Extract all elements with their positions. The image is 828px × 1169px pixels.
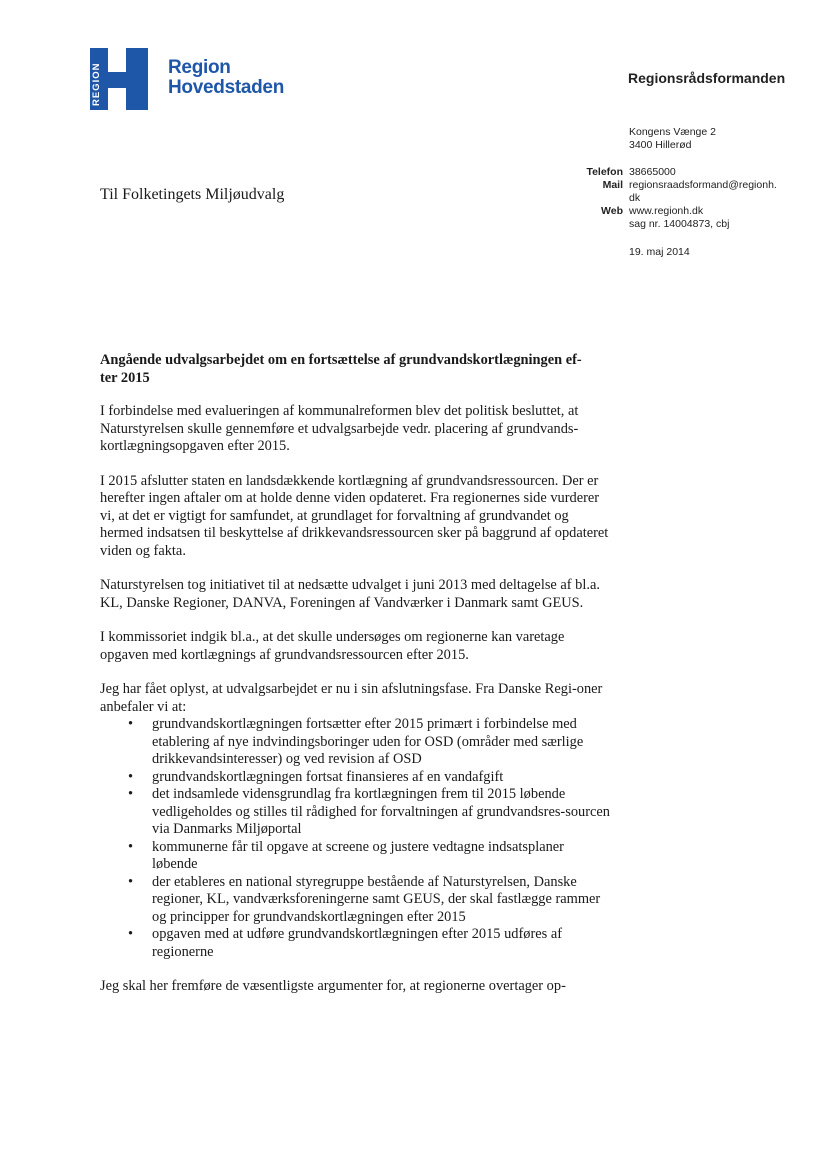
email-address-line2[interactable]: dk xyxy=(629,192,641,204)
address-city: 3400 Hillerød xyxy=(629,139,692,151)
paragraph-1: I forbindelse med evalueringen af kommunalreformen blev det politisk besluttet, at Naturstyrelsen skulle gennemføre et udvalgsarbejde vedr. placering af grundvands-kortlægningsopgaven efter 2015. xyxy=(100,403,579,454)
list-item-text: kommunerne får til opgave at screene og justere vedtagne indsatsplaner løbende xyxy=(152,838,564,872)
bullet-icon: • xyxy=(128,786,134,802)
list-item-text: grundvandskortlægningen fortsætter efter 2015 primært i forbindelse med etablering af nye indvindingsboringer uden for OSD (områder med særlige drikkevandsinteresser) og ved revision af OSD xyxy=(152,716,584,767)
region-hovedstaden-logo xyxy=(90,48,290,112)
contact-value xyxy=(629,205,789,231)
list-item-text: grundvandskortlægningen fortsat finansieres af en vandafgift xyxy=(152,768,504,785)
contact-row-web xyxy=(560,205,789,231)
list-item-text: der etableres en national styregruppe bestående af Naturstyrelsen, Danske regioner, KL, vandværksforeningerne samt GEUS, der skal fastlægge rammer og principper for grundvandskortlægningen efter 2015 xyxy=(152,873,601,925)
bullet-icon: • xyxy=(128,716,134,732)
phone-number: 38665000 xyxy=(629,166,676,178)
list-item-text: det indsamlede vidensgrundlag fra kortlægningen frem til 2015 løbende vedligeholdes og stilles til rådighed for forvaltningen af grundvandsres-sourcen via Danmarks Miljøportal xyxy=(152,786,610,837)
paragraph-4: I kommissoriet indgik bl.a., at det skulle undersøges om regionerne kan varetage opgaven med kortlægnings af grundvandsressourcen efter 2015. xyxy=(100,629,565,663)
logo-vertical-text: REGION xyxy=(91,62,102,106)
case-number: sag nr. 14004873, cbj xyxy=(629,218,730,230)
letter-body xyxy=(100,352,612,1013)
bullet-icon: • xyxy=(128,838,134,855)
paragraph-5: Jeg har fået oplyst, at udvalgsarbejdet er nu i sin afslutningsfase. Fra Danske Regi-oner anbefaler vi at: xyxy=(100,681,603,715)
list-item xyxy=(100,926,612,961)
contact-value xyxy=(629,179,789,205)
bullet-icon: • xyxy=(128,768,134,785)
list-item xyxy=(100,839,612,874)
web-link[interactable]: www.regionh.dk xyxy=(629,205,704,217)
logo-mark-icon xyxy=(90,48,150,110)
contact-label: Mail xyxy=(602,179,623,191)
contact-row-mail xyxy=(560,179,789,205)
closing-paragraph: Jeg skal her fremføre de væsentligste argumenter for, at regionerne overtager op- xyxy=(100,978,566,994)
logo-wordmark xyxy=(168,58,284,98)
bullet-icon: • xyxy=(128,926,134,942)
list-item xyxy=(100,769,612,787)
paragraph-3: Naturstyrelsen tog initiativet til at nedsætte udvalget i juni 2013 med deltagelse af bl.a. KL, Danske Regioner, DANVA, Foreningen af Vandværker i Danmark samt GEUS. xyxy=(100,577,600,611)
contact-block xyxy=(560,166,789,231)
contact-label: Telefon xyxy=(586,166,623,178)
bullet-icon: • xyxy=(128,873,134,890)
contact-row-phone xyxy=(560,166,789,179)
letter-subject xyxy=(100,352,612,387)
recommendation-list xyxy=(100,716,612,961)
contact-label: Web xyxy=(601,205,623,217)
logo-word-region: Region xyxy=(168,57,231,78)
list-item-text: opgaven med at udføre grundvandskortlægningen efter 2015 udføres af regionerne xyxy=(152,926,563,960)
email-address-line1[interactable]: regionsraadsformand@regionh. xyxy=(629,179,777,191)
address-street: Kongens Vænge 2 xyxy=(629,126,716,138)
subject-text: Angående udvalgsarbejdet om en fortsættelse af grundvandskortlægningen ef- ter 2015 xyxy=(100,352,582,386)
sender-title: Regionsrådsformanden xyxy=(628,70,786,86)
paragraph-2: I 2015 afslutter staten en landsdækkende kortlægning af grundvandsressourcen. Der er herefter ingen aftaler om at holde denne viden opdateret. Fra regionernes side vurderer vi, at det er vigtigt for samfundet, at grundlaget for forvaltning af grundvandet og hermed indsatsen til beskyttelse af drikkevandsressourcen sker på baggrund af opdateret viden og fakta. xyxy=(100,472,609,559)
list-item xyxy=(100,874,612,927)
logo-word-hovedstaden: Hovedstaden xyxy=(168,77,285,98)
list-item xyxy=(100,786,612,839)
sender-address xyxy=(629,126,716,152)
list-item xyxy=(100,716,612,769)
contact-value xyxy=(629,166,789,179)
recipient: Til Folketingets Miljøudvalg xyxy=(100,186,285,203)
letter-date: 19. maj 2014 xyxy=(629,246,690,258)
